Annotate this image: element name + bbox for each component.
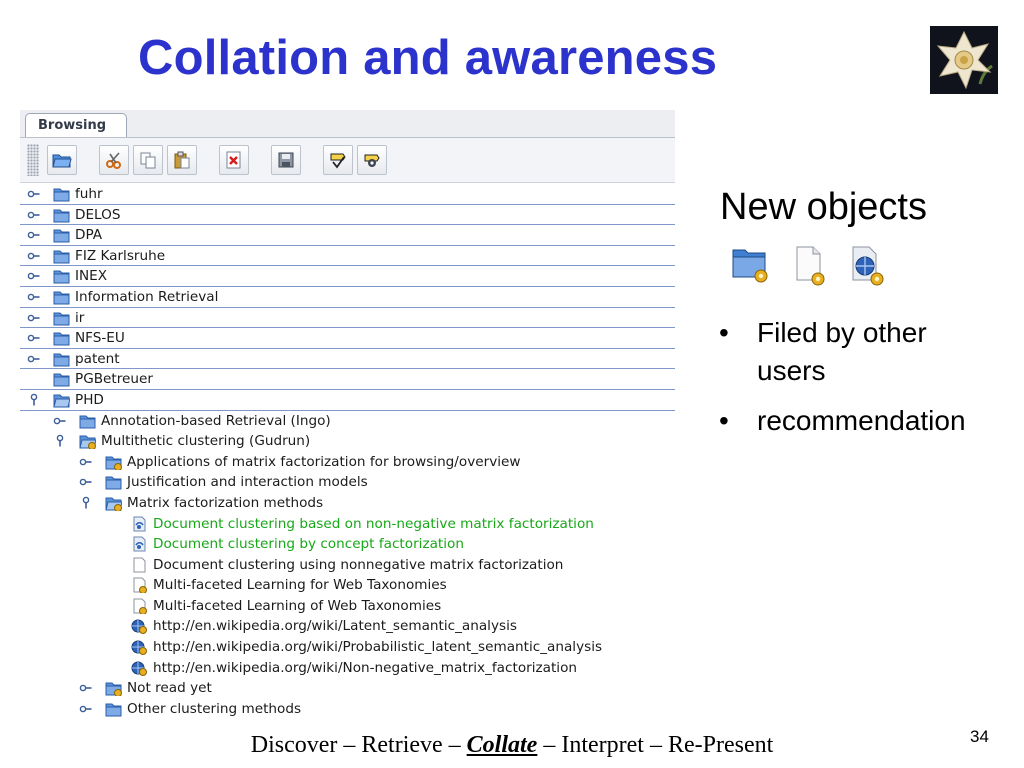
copy-icon	[139, 151, 157, 169]
tree-row[interactable]	[20, 555, 675, 576]
tree-row[interactable]	[20, 225, 675, 246]
tree-item-label[interactable]: DELOS	[75, 206, 121, 223]
expand-toggle-icon[interactable]	[27, 269, 41, 283]
shared-folder-icon	[105, 454, 122, 470]
shared-weblink-icon	[131, 618, 148, 634]
tree-item-label[interactable]: INEX	[75, 268, 108, 285]
tree-row[interactable]	[20, 390, 675, 411]
tree-item-label[interactable]: Document clustering by concept factorization	[153, 536, 464, 553]
browsing-panel	[20, 110, 675, 722]
expand-toggle-icon[interactable]	[27, 290, 41, 304]
expand-toggle-icon[interactable]	[27, 331, 41, 345]
expand-toggle-icon[interactable]	[27, 352, 41, 366]
tree-row[interactable]	[20, 287, 675, 308]
bullet-marker: •	[719, 405, 729, 436]
cut-button[interactable]	[99, 145, 129, 175]
bullet-marker: •	[719, 317, 729, 348]
tree-item-label[interactable]: Document clustering based on non-negative matrix factorization	[153, 515, 594, 532]
expand-toggle-icon[interactable]	[27, 208, 41, 222]
recommended-document-icon	[131, 536, 148, 552]
tree-row[interactable]	[20, 534, 675, 555]
shared-folder-open-icon	[105, 495, 122, 511]
recommended-document-icon	[131, 516, 148, 532]
page-number: 34	[970, 727, 989, 746]
tree-row[interactable]	[20, 328, 675, 349]
tree-row[interactable]	[20, 658, 675, 679]
footer-text-after: – Interpret – Re-Present	[537, 732, 774, 758]
delete-button[interactable]	[219, 145, 249, 175]
cut-icon	[105, 151, 123, 169]
tree-row[interactable]	[20, 266, 675, 287]
tree-row[interactable]	[20, 472, 675, 493]
document-icon	[131, 557, 148, 573]
tree-item-label[interactable]: Information Retrieval	[75, 288, 219, 305]
tree-row[interactable]	[20, 616, 675, 637]
tree-row[interactable]	[20, 575, 675, 596]
tree-item-label[interactable]: Other clustering methods	[127, 700, 302, 717]
expand-toggle-icon[interactable]	[27, 249, 41, 263]
delete-icon	[225, 151, 243, 169]
tree-item-label[interactable]: NFS-EU	[75, 330, 125, 347]
tree-item-label[interactable]: PHD	[75, 391, 104, 408]
tree-row[interactable]	[20, 411, 675, 432]
folder-icon	[53, 268, 70, 284]
tree-row[interactable]	[20, 493, 675, 514]
paste-button[interactable]	[167, 145, 197, 175]
tree-row[interactable]	[20, 431, 675, 452]
tree-row[interactable]	[20, 308, 675, 329]
annotate-icon	[329, 151, 347, 169]
shared-folder-icon	[731, 244, 769, 284]
tab-bar	[20, 110, 675, 138]
folder-icon	[53, 227, 70, 243]
paste-icon	[173, 151, 191, 169]
footer-emphasis-collate: Collate	[466, 732, 538, 758]
folder-icon	[53, 310, 70, 326]
tree-row[interactable]	[20, 184, 675, 205]
expand-toggle-icon[interactable]	[79, 475, 93, 489]
tree-item-label[interactable]: Document clustering using nonnegative matrix factorization	[153, 556, 564, 573]
recommend-icon	[363, 151, 381, 169]
tree-item-label[interactable]: DPA	[75, 227, 103, 244]
annotate-button[interactable]	[323, 145, 353, 175]
expand-toggle-icon[interactable]	[79, 681, 93, 695]
tree-row[interactable]	[20, 452, 675, 473]
tree-row[interactable]	[20, 678, 675, 699]
tree-row[interactable]	[20, 205, 675, 226]
shared-weblink-icon	[131, 660, 148, 676]
recommend-button[interactable]	[357, 145, 387, 175]
tree-item-label[interactable]: Multi-faceted Learning for Web Taxonomies	[153, 577, 447, 594]
toolbar	[20, 138, 675, 183]
tree-row[interactable]	[20, 596, 675, 617]
tree-item-label[interactable]: FIZ Karlsruhe	[75, 247, 166, 264]
collapse-toggle-icon[interactable]	[27, 393, 41, 407]
shared-folder-icon	[105, 680, 122, 696]
tree-item-label[interactable]: Not read yet	[127, 680, 212, 697]
folder-icon	[53, 289, 70, 305]
folder-icon	[53, 351, 70, 367]
tree-item-label[interactable]: ir	[75, 309, 85, 326]
folder-icon	[53, 330, 70, 346]
tree-item-label[interactable]: Matrix factorization methods	[127, 494, 324, 511]
tab-browsing[interactable]: Browsing	[25, 113, 127, 137]
tree-row[interactable]	[20, 349, 675, 370]
expand-toggle-icon[interactable]	[27, 311, 41, 325]
new-objects-heading: New objects	[720, 186, 927, 228]
expand-toggle-icon[interactable]	[27, 228, 41, 242]
tree-item-label[interactable]: Multithetic clustering (Gudrun)	[101, 433, 311, 450]
folder-icon	[53, 371, 70, 387]
tree-item-label[interactable]: Justification and interaction models	[127, 474, 368, 491]
shared-document-icon	[131, 598, 148, 614]
tree-item-label[interactable]: http://en.wikipedia.org/wiki/Latent_semantic_analysis	[153, 618, 517, 635]
open-folder-icon	[52, 152, 72, 168]
shared-weblink-icon	[131, 639, 148, 655]
folder-icon	[79, 413, 96, 429]
tree-item-label[interactable]: http://en.wikipedia.org/wiki/Probabilistic_latent_semantic_analysis	[153, 639, 603, 656]
bullet-text: Filed by other users	[757, 317, 927, 386]
shared-weblink-icon	[849, 244, 889, 286]
bullet-text: recommendation	[757, 405, 966, 436]
folder-icon	[53, 186, 70, 202]
save-icon	[277, 151, 295, 169]
folder-icon	[105, 701, 122, 717]
shared-folder-open-icon	[79, 433, 96, 449]
tree-item-label[interactable]: Annotation-based Retrieval (Ingo)	[101, 412, 331, 429]
tree-row[interactable]	[20, 246, 675, 267]
copy-button[interactable]	[133, 145, 163, 175]
shared-document-icon	[131, 577, 148, 593]
slide-title: Collation and awareness	[138, 31, 718, 85]
folder-icon	[53, 248, 70, 264]
tree-row[interactable]	[20, 369, 675, 390]
tree-item-label[interactable]: Multi-faceted Learning of Web Taxonomies	[153, 597, 442, 614]
tree-row[interactable]	[20, 637, 675, 658]
tree-item-label[interactable]: patent	[75, 350, 120, 367]
shared-document-icon	[793, 244, 831, 286]
collapse-toggle-icon[interactable]	[53, 434, 67, 448]
daffodil-flower-logo	[930, 26, 998, 94]
tree-row[interactable]	[20, 699, 675, 720]
tree-item-label[interactable]: http://en.wikipedia.org/wiki/Non-negative_matrix_factorization	[153, 659, 578, 676]
expand-toggle-icon[interactable]	[53, 414, 67, 428]
footer-process-line	[0, 732, 1024, 759]
folder-open-icon	[53, 392, 70, 408]
tree-item-label[interactable]: PGBetreuer	[75, 371, 153, 388]
tree-item-label[interactable]: Applications of matrix factorization for browsing/overview	[127, 453, 521, 470]
tree-item-label[interactable]: fuhr	[75, 186, 103, 202]
tree-row[interactable]	[20, 514, 675, 535]
collapse-toggle-icon[interactable]	[79, 496, 93, 510]
open-folder-button[interactable]	[47, 145, 77, 175]
folder-icon	[105, 474, 122, 490]
expand-toggle-icon[interactable]	[27, 187, 41, 201]
folder-icon	[53, 207, 70, 223]
browsing-tree	[20, 184, 675, 719]
expand-toggle-icon[interactable]	[79, 702, 93, 716]
save-button[interactable]	[271, 145, 301, 175]
toolbar-grip-handle[interactable]	[27, 144, 39, 176]
footer-text-before: Discover – Retrieve –	[250, 732, 467, 758]
expand-toggle-icon[interactable]	[79, 455, 93, 469]
